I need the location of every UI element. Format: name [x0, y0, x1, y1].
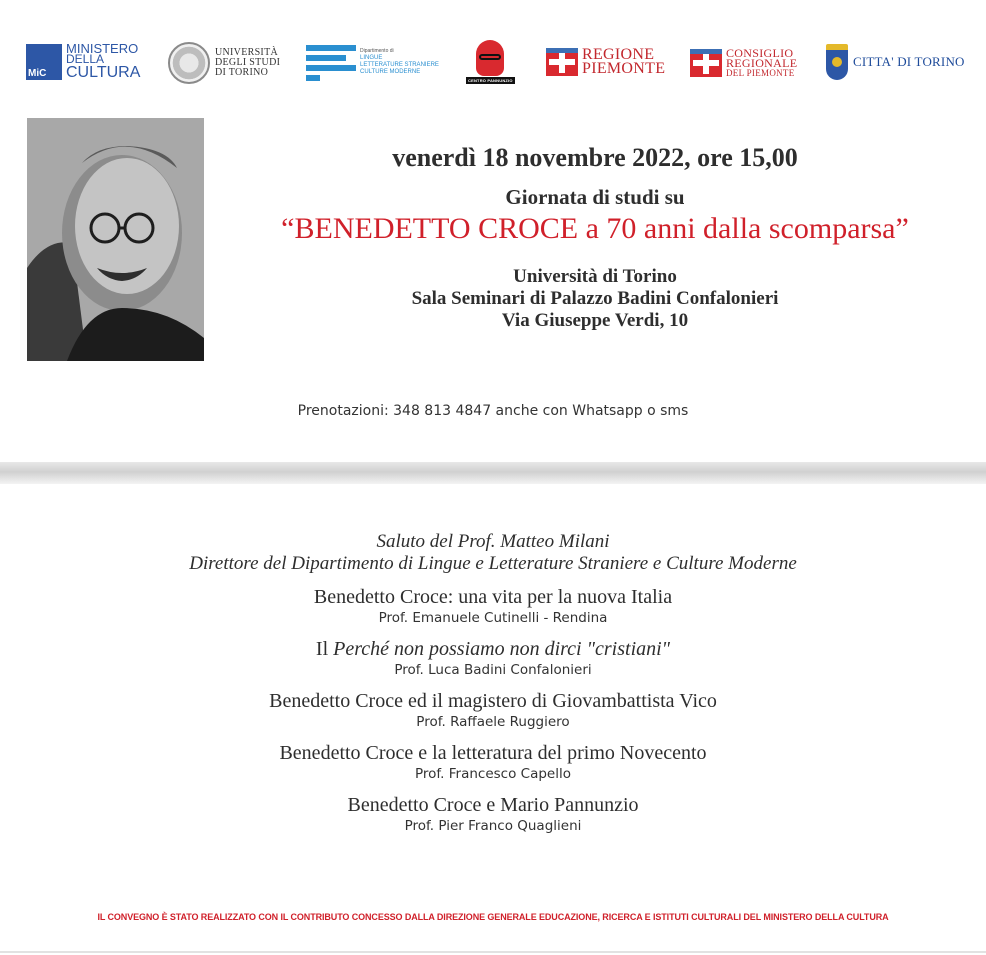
lingue-line-3: LETTERATURE STRANIERE — [360, 62, 439, 68]
unito-line-3: DI TORINO — [215, 67, 269, 78]
talk-speaker: Prof. Luca Badini Confalonieri — [394, 662, 592, 678]
event-venue — [204, 266, 986, 332]
talk-item — [0, 689, 986, 731]
regione-line-2: PIEMONTE — [582, 60, 666, 77]
unito-logo — [168, 42, 280, 84]
mic-line-2: DELLA — [66, 52, 105, 66]
regione-line-1: REGIONE — [582, 46, 655, 63]
unito-line-1: UNIVERSITÀ — [215, 47, 278, 58]
lingue-line-2: LINGUE — [360, 55, 383, 61]
mic-line-1: MINISTERO — [66, 41, 139, 56]
unito-line-2: DEGLI STUDI — [215, 57, 281, 68]
talk-speaker: Prof. Pier Franco Quaglieni — [404, 818, 582, 834]
program-list — [0, 531, 986, 835]
talk-title — [0, 637, 986, 661]
ministero-cultura-logo — [26, 43, 140, 80]
centro-pannunzio-label: CENTRO PANNUNZIO — [468, 78, 513, 83]
event-date-line: venerdì 18 novembre 2022, ore 15,00 — [392, 143, 798, 172]
consiglio-line-3: DEL PIEMONTE — [726, 68, 795, 78]
pannunzio-head-icon — [476, 40, 504, 76]
talk-item — [0, 793, 986, 835]
unito-seal-icon — [168, 42, 210, 84]
partner-logos-bar — [0, 40, 986, 90]
talk-item — [0, 585, 986, 627]
mic-wordmark — [66, 43, 140, 80]
unito-wordmark — [215, 48, 280, 78]
bottom-rule — [0, 951, 986, 953]
mic-badge-icon — [26, 44, 62, 80]
croce-portrait-image — [27, 118, 204, 361]
venue-line-2: Sala Seminari di Palazzo Badini Confalonieri — [411, 288, 779, 309]
booking-info: Prenotazioni: 348 813 4847 anche con Whatsapp o sms — [297, 403, 689, 419]
mic-line-3: CULTURA — [66, 64, 141, 81]
torino-shield-icon — [826, 44, 848, 80]
regione-wordmark — [582, 48, 665, 76]
consiglio-wordmark — [726, 48, 797, 78]
talk-title: Benedetto Croce e la letteratura del primo Novecento — [279, 742, 707, 764]
talk-speaker: Prof. Raffaele Ruggiero — [416, 714, 570, 730]
consiglio-line-1: CONSIGLIO — [726, 46, 794, 60]
dipartimento-lingue-logo — [306, 43, 439, 81]
consiglio-line-2: REGIONALE — [726, 56, 798, 70]
lingue-wordmark — [360, 48, 439, 76]
talk-speaker: Prof. Francesco Capello — [414, 766, 571, 782]
venue-line-1: Università di Torino — [513, 266, 677, 287]
greeting-line-1: Saluto del Prof. Matteo Milani — [376, 531, 610, 552]
piemonte-flag-icon — [546, 48, 578, 76]
event-subtitle: Giornata di studi su — [505, 185, 685, 209]
lingue-line-1: Dipartimento di — [360, 48, 394, 54]
consiglio-regionale-logo — [690, 48, 797, 78]
greeting-line-2: Direttore del Dipartimento di Lingue e Letterature Straniere e Culture Moderne — [189, 553, 797, 574]
greeting-block — [0, 531, 986, 575]
centro-pannunzio-logo — [466, 40, 515, 84]
talk-speaker: Prof. Emanuele Cutinelli - Rendina — [378, 610, 608, 626]
talk-title: Benedetto Croce ed il magistero di Giovambattista Vico — [269, 690, 717, 712]
venue-line-3: Via Giuseppe Verdi, 10 — [501, 310, 689, 331]
talk-item — [0, 741, 986, 783]
lingue-line-4: CULTURE MODERNE — [360, 69, 421, 75]
torino-wordmark: CITTA' DI TORINO — [853, 54, 965, 69]
event-title: “BENEDETTO CROCE a 70 anni dalla scomparsa” — [281, 212, 909, 245]
talk-title-italic: Perché non possiamo non dirci "cristiani" — [333, 638, 671, 660]
talk-title: Benedetto Croce e Mario Pannunzio — [347, 794, 639, 816]
talk-title-prefix: Il — [315, 638, 334, 660]
consiglio-flag-icon — [690, 49, 722, 77]
regione-piemonte-logo — [546, 48, 665, 76]
citta-di-torino-logo — [826, 44, 965, 80]
mic-badge-text: MiC — [28, 67, 47, 79]
talk-title: Benedetto Croce: una vita per la nuova Italia — [313, 586, 673, 608]
funding-note: IL CONVEGNO È STATO REALIZZATO CON IL CONTRIBUTO CONCESSO DALLA DIREZIONE GENERALE EDUCAZIONE, RICERCA E ISTITUTI CULTURALI DEL MINISTERO DELLA CULTURA — [97, 912, 889, 922]
talk-item — [0, 637, 986, 679]
section-divider — [0, 462, 986, 484]
lingue-bars-icon — [306, 43, 356, 81]
